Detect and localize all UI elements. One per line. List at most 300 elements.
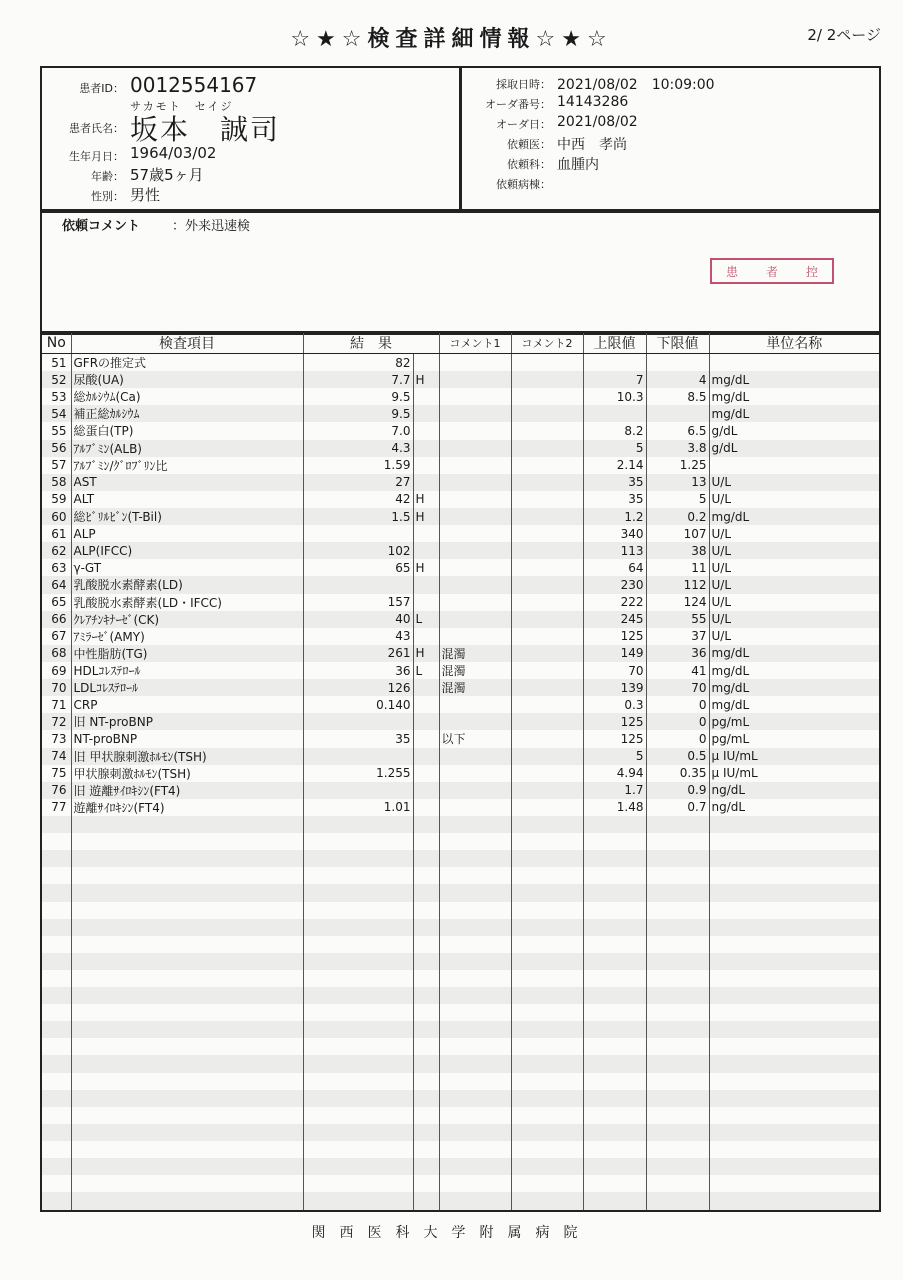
table-row [41,525,880,542]
cell-result: 102 [303,542,413,559]
cell-no: 52 [41,371,71,388]
cell-lower: 0 [646,730,709,747]
cell-no: 74 [41,748,71,765]
cell-c2 [511,902,583,919]
table-row [41,730,880,747]
cell-c1 [439,542,511,559]
cell-result: 261 [303,645,413,662]
cell-no [41,970,71,987]
collect-datetime: 2021/08/02 10:09:00 [557,77,715,93]
cell-item [71,1175,303,1192]
cell-lower: 0.5 [646,748,709,765]
empty-row [41,816,880,833]
cell-c2 [511,422,583,439]
cell-item [71,850,303,867]
cell-flag [413,730,439,747]
cell-result: 7.7 [303,371,413,388]
cell-result [303,833,413,850]
cell-unit [709,1021,880,1038]
collect-label: 採取日時： [496,78,551,91]
cell-flag [413,816,439,833]
cell-c2 [511,696,583,713]
cell-lower: 11 [646,559,709,576]
cell-result [303,1192,413,1211]
cell-unit [709,867,880,884]
cell-result [303,919,413,936]
table-row [41,679,880,696]
cell-result: 157 [303,594,413,611]
cell-result: 1.01 [303,799,413,816]
cell-flag [413,936,439,953]
cell-upper: 4.94 [583,765,646,782]
header-comment1: コメント1 [439,332,511,354]
cell-item [71,1107,303,1124]
cell-flag [413,1175,439,1192]
table-row [41,491,880,508]
cell-item [71,936,303,953]
dob: 1964/03/02 [130,144,217,162]
sex: 男性 [130,186,161,204]
cell-c2 [511,987,583,1004]
table-row [41,405,880,422]
patient-name: 坂本 誠司 [130,113,281,146]
cell-c2 [511,799,583,816]
cell-lower [646,867,709,884]
cell-upper [583,354,646,372]
cell-result [303,850,413,867]
cell-c1 [439,405,511,422]
cell-result [303,987,413,1004]
cell-lower: 0.35 [646,765,709,782]
cell-unit [709,987,880,1004]
cell-item [71,1124,303,1141]
cell-unit: mg/dL [709,388,880,405]
cell-no: 67 [41,628,71,645]
cell-item: HDLｺﾚｽﾃﾛｰﾙ [71,662,303,679]
cell-item: 旧 NT-proBNP [71,713,303,730]
cell-lower [646,884,709,901]
cell-c1 [439,525,511,542]
cell-c1 [439,508,511,525]
cell-flag [413,388,439,405]
cell-item: 総蛋白(TP) [71,422,303,439]
table-row [41,645,880,662]
cell-c1 [439,611,511,628]
cell-c1 [439,1021,511,1038]
cell-no [41,1192,71,1211]
cell-no [41,1055,71,1072]
cell-no: 53 [41,388,71,405]
header-result: 結 果 [303,332,439,354]
page-title: ☆★☆検査詳細情報☆★☆ [290,27,613,52]
cell-unit: U/L [709,628,880,645]
cell-item: 総ﾋﾞﾘﾙﾋﾞﾝ(T-Bil) [71,508,303,525]
cell-lower: 1.25 [646,457,709,474]
empty-row [41,953,880,970]
cell-c2 [511,542,583,559]
cell-unit [709,1175,880,1192]
cell-unit: U/L [709,594,880,611]
cell-c1 [439,987,511,1004]
table-row [41,594,880,611]
cell-unit [709,1038,880,1055]
cell-item: CRP [71,696,303,713]
cell-flag [413,1124,439,1141]
cell-no: 54 [41,405,71,422]
cell-c1 [439,1175,511,1192]
cell-no [41,1073,71,1090]
cell-unit: pg/mL [709,713,880,730]
cell-flag [413,970,439,987]
cell-c2 [511,474,583,491]
cell-upper: 5 [583,748,646,765]
cell-item [71,1158,303,1175]
cell-lower: 3.8 [646,440,709,457]
cell-c2 [511,748,583,765]
cell-flag [413,576,439,593]
cell-c1 [439,1055,511,1072]
cell-lower [646,919,709,936]
cell-unit: mg/dL [709,405,880,422]
cell-result [303,1038,413,1055]
cell-result [303,782,413,799]
cell-c2 [511,628,583,645]
cell-unit: mg/dL [709,662,880,679]
cell-result [303,867,413,884]
cell-no [41,1004,71,1021]
cell-upper: 125 [583,730,646,747]
stamp-char: 者 [765,264,778,279]
dept-label: 依頼科： [507,158,551,171]
cell-unit: mg/dL [709,679,880,696]
empty-row [41,884,880,901]
cell-c1 [439,491,511,508]
cell-result: 27 [303,474,413,491]
cell-c2 [511,1073,583,1090]
cell-c2 [511,679,583,696]
table-row [41,662,880,679]
patient-copy-stamp [710,258,834,284]
cell-flag [413,542,439,559]
comment-label: 依頼コメント [62,219,141,234]
cell-no: 71 [41,696,71,713]
cell-item: LDLｺﾚｽﾃﾛｰﾙ [71,679,303,696]
cell-result: 82 [303,354,413,372]
cell-flag [413,919,439,936]
cell-lower [646,354,709,372]
order-no: 14143286 [557,94,629,110]
cell-upper [583,1090,646,1107]
cell-item: 補正総ｶﾙｼｳﾑ [71,405,303,422]
cell-lower [646,816,709,833]
cell-unit [709,953,880,970]
order-info-box [459,66,881,213]
cell-c1 [439,371,511,388]
cell-c2 [511,371,583,388]
cell-flag [413,457,439,474]
empty-row [41,1141,880,1158]
cell-c2 [511,1004,583,1021]
cell-upper: 35 [583,491,646,508]
cell-result: 43 [303,628,413,645]
cell-item [71,1038,303,1055]
page-number: 2/ 2ページ [807,26,881,44]
cell-c2 [511,440,583,457]
cell-upper: 8.2 [583,422,646,439]
cell-c1 [439,1038,511,1055]
cell-upper [583,1192,646,1211]
cell-result [303,1004,413,1021]
cell-c1 [439,765,511,782]
cell-c2 [511,867,583,884]
empty-row [41,987,880,1004]
cell-no: 65 [41,594,71,611]
cell-lower: 0 [646,696,709,713]
empty-row [41,1055,880,1072]
cell-flag [413,679,439,696]
cell-item [71,1055,303,1072]
cell-upper [583,953,646,970]
cell-flag [413,782,439,799]
cell-no: 55 [41,422,71,439]
cell-flag [413,902,439,919]
cell-c2 [511,1038,583,1055]
header-upper: 上限値 [583,332,646,354]
dob-label: 生年月日： [69,150,124,163]
cell-flag [413,628,439,645]
ward-label: 依頼病棟： [496,178,551,191]
table-header [41,332,880,354]
cell-lower: 8.5 [646,388,709,405]
cell-c1 [439,1090,511,1107]
table-row [41,354,880,372]
cell-flag [413,354,439,372]
cell-flag [413,696,439,713]
cell-result [303,970,413,987]
cell-result: 1.255 [303,765,413,782]
cell-c2 [511,594,583,611]
table-row [41,457,880,474]
cell-upper: 64 [583,559,646,576]
header-unit: 単位名称 [709,332,880,354]
cell-flag: H [413,508,439,525]
cell-no: 75 [41,765,71,782]
cell-item: 乳酸脱水素酵素(LD・IFCC) [71,594,303,611]
header-no: No [41,332,71,354]
cell-upper: 35 [583,474,646,491]
cell-c1: 混濁 [439,662,511,679]
cell-unit [709,1004,880,1021]
cell-unit [709,1158,880,1175]
cell-flag [413,1021,439,1038]
cell-c1 [439,833,511,850]
cell-upper: 230 [583,576,646,593]
cell-upper [583,1021,646,1038]
cell-c2 [511,1021,583,1038]
patient-info-box [40,66,462,213]
empty-row [41,1090,880,1107]
cell-flag: H [413,645,439,662]
cell-no: 60 [41,508,71,525]
table-row [41,542,880,559]
cell-c1 [439,422,511,439]
cell-item [71,953,303,970]
empty-row [41,919,880,936]
cell-unit [709,833,880,850]
cell-result: 9.5 [303,405,413,422]
cell-item [71,1090,303,1107]
cell-c2 [511,508,583,525]
cell-item: 旧 甲状腺刺激ﾎﾙﾓﾝ(TSH) [71,748,303,765]
cell-upper: 2.14 [583,457,646,474]
cell-upper [583,1175,646,1192]
table-row [41,713,880,730]
cell-upper [583,1141,646,1158]
table-row [41,748,880,765]
cell-c1 [439,970,511,987]
cell-result: 9.5 [303,388,413,405]
cell-result: 126 [303,679,413,696]
cell-lower [646,902,709,919]
patient-name-kana: サカモト セイジ [130,100,234,113]
cell-item: 旧 遊離ｻｲﾛｷｼﾝ(FT4) [71,782,303,799]
cell-unit [709,850,880,867]
cell-c1 [439,919,511,936]
cell-item: ｱﾙﾌﾞﾐﾝ(ALB) [71,440,303,457]
cell-lower [646,1192,709,1211]
cell-item: 乳酸脱水素酵素(LD) [71,576,303,593]
cell-c2 [511,833,583,850]
cell-upper: 149 [583,645,646,662]
cell-c2 [511,457,583,474]
cell-unit: mg/dL [709,696,880,713]
cell-c1 [439,354,511,372]
cell-no: 68 [41,645,71,662]
cell-lower: 0.2 [646,508,709,525]
cell-item: ｱﾙﾌﾞﾐﾝ/ｸﾞﾛﾌﾞﾘﾝ比 [71,457,303,474]
cell-item: ｸﾚｱﾁﾝｷﾅｰｾﾞ(CK) [71,611,303,628]
sex-label: 性別： [91,190,124,203]
cell-item: GFRの推定式 [71,354,303,372]
cell-flag: L [413,611,439,628]
cell-c2 [511,576,583,593]
cell-result: 4.3 [303,440,413,457]
cell-flag [413,422,439,439]
cell-upper: 10.3 [583,388,646,405]
empty-row [41,936,880,953]
cell-c1: 混濁 [439,645,511,662]
cell-lower [646,1107,709,1124]
cell-upper [583,919,646,936]
cell-lower: 107 [646,525,709,542]
cell-c2 [511,816,583,833]
cell-upper [583,1124,646,1141]
table-row [41,440,880,457]
cell-no: 57 [41,457,71,474]
cell-item [71,867,303,884]
cell-upper [583,987,646,1004]
cell-flag [413,799,439,816]
cell-result [303,1141,413,1158]
cell-unit [709,1090,880,1107]
cell-no: 59 [41,491,71,508]
cell-c1 [439,576,511,593]
cell-lower [646,1158,709,1175]
cell-no [41,833,71,850]
cell-lower: 5 [646,491,709,508]
cell-unit: U/L [709,474,880,491]
cell-upper [583,405,646,422]
cell-unit [709,1055,880,1072]
cell-unit: g/dL [709,440,880,457]
cell-c1 [439,1107,511,1124]
cell-lower: 0 [646,713,709,730]
cell-result: 35 [303,730,413,747]
cell-c2 [511,662,583,679]
cell-item: NT-proBNP [71,730,303,747]
cell-item [71,987,303,1004]
cell-item: ALP(IFCC) [71,542,303,559]
cell-lower: 55 [646,611,709,628]
cell-upper: 340 [583,525,646,542]
cell-flag [413,1073,439,1090]
cell-unit [709,936,880,953]
cell-c1 [439,1004,511,1021]
cell-result [303,576,413,593]
cell-result [303,1158,413,1175]
cell-c2 [511,611,583,628]
cell-lower: 0.7 [646,799,709,816]
cell-c2 [511,405,583,422]
table-row [41,799,880,816]
cell-result [303,884,413,901]
cell-item [71,884,303,901]
cell-unit [709,816,880,833]
cell-no: 72 [41,713,71,730]
cell-lower: 124 [646,594,709,611]
cell-no [41,936,71,953]
hospital-name: 関西医科大学附属病院 [311,1225,592,1241]
cell-lower: 6.5 [646,422,709,439]
cell-result: 1.5 [303,508,413,525]
cell-item: ALT [71,491,303,508]
stamp-char: 控 [805,264,818,279]
cell-unit: ng/dL [709,782,880,799]
cell-no [41,1107,71,1124]
cell-no: 51 [41,354,71,372]
patient-id: 0012554167 [130,73,258,97]
cell-c2 [511,936,583,953]
cell-item [71,833,303,850]
cell-lower: 13 [646,474,709,491]
cell-c1 [439,457,511,474]
cell-c1 [439,1192,511,1211]
cell-c2 [511,1141,583,1158]
cell-no: 73 [41,730,71,747]
cell-upper: 0.3 [583,696,646,713]
cell-flag [413,1055,439,1072]
cell-lower [646,953,709,970]
cell-no: 56 [41,440,71,457]
cell-c1 [439,902,511,919]
cell-c2 [511,645,583,662]
empty-row [41,1192,880,1211]
cell-flag: H [413,559,439,576]
empty-row [41,867,880,884]
cell-lower: 112 [646,576,709,593]
table-row [41,371,880,388]
cell-c1: 以下 [439,730,511,747]
